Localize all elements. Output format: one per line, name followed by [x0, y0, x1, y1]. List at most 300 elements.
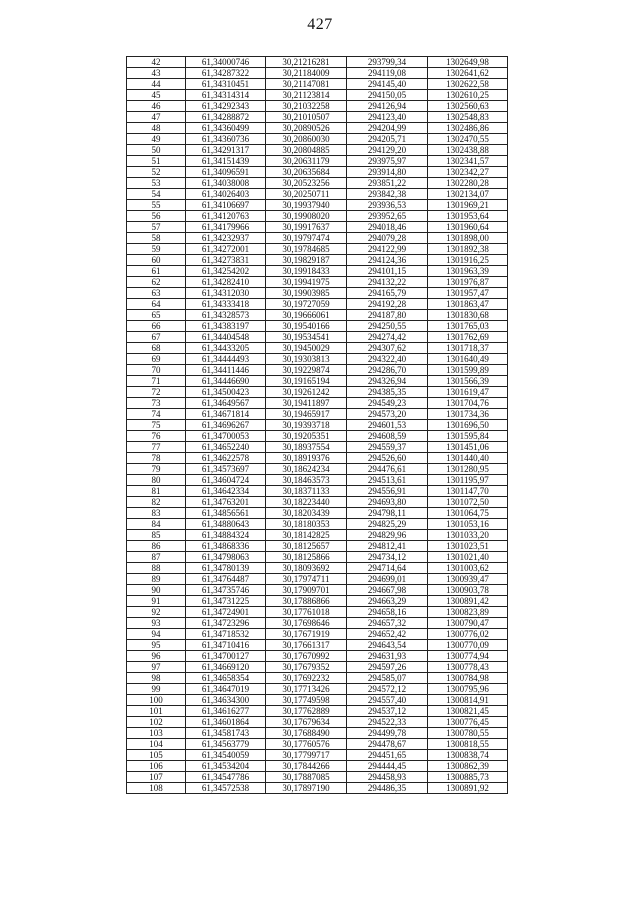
latitude-cell: 61,34710416	[186, 640, 266, 651]
x-coordinate-cell: 294250,55	[347, 321, 428, 332]
table-row	[127, 123, 508, 134]
latitude-cell: 61,34000746	[186, 57, 266, 68]
table-row	[127, 211, 508, 222]
latitude-cell: 61,34601864	[186, 717, 266, 728]
point-number-cell: 42	[127, 57, 186, 68]
y-coordinate-cell: 1301003,62	[428, 563, 508, 574]
longitude-cell: 30,18203439	[266, 508, 347, 519]
point-number-cell: 78	[127, 453, 186, 464]
point-number-cell: 81	[127, 486, 186, 497]
y-coordinate-cell: 1301718,37	[428, 343, 508, 354]
table-row	[127, 68, 508, 79]
x-coordinate-cell: 294204,99	[347, 123, 428, 134]
x-coordinate-cell: 294079,28	[347, 233, 428, 244]
x-coordinate-cell: 293851,22	[347, 178, 428, 189]
y-coordinate-cell: 1300784,98	[428, 673, 508, 684]
point-number-cell: 73	[127, 398, 186, 409]
x-coordinate-cell: 294444,45	[347, 761, 428, 772]
y-coordinate-cell: 1301147,70	[428, 486, 508, 497]
y-coordinate-cell: 1301898,00	[428, 233, 508, 244]
table-row	[127, 497, 508, 508]
longitude-cell: 30,17679634	[266, 717, 347, 728]
point-number-cell: 92	[127, 607, 186, 618]
latitude-cell: 61,34696267	[186, 420, 266, 431]
latitude-cell: 61,34314314	[186, 90, 266, 101]
y-coordinate-cell: 1302641,62	[428, 68, 508, 79]
x-coordinate-cell: 293914,80	[347, 167, 428, 178]
latitude-cell: 61,34572538	[186, 783, 266, 794]
longitude-cell: 30,17974711	[266, 574, 347, 585]
x-coordinate-cell: 294585,07	[347, 673, 428, 684]
point-number-cell: 86	[127, 541, 186, 552]
latitude-cell: 61,34288872	[186, 112, 266, 123]
x-coordinate-cell: 294126,94	[347, 101, 428, 112]
longitude-cell: 30,19941975	[266, 277, 347, 288]
point-number-cell: 63	[127, 288, 186, 299]
longitude-cell: 30,18223440	[266, 497, 347, 508]
table-row	[127, 464, 508, 475]
x-coordinate-cell: 293936,53	[347, 200, 428, 211]
x-coordinate-cell: 294122,99	[347, 244, 428, 255]
latitude-cell: 61,34291317	[186, 145, 266, 156]
x-coordinate-cell: 294478,67	[347, 739, 428, 750]
point-number-cell: 61	[127, 266, 186, 277]
point-number-cell: 66	[127, 321, 186, 332]
longitude-cell: 30,20860030	[266, 134, 347, 145]
longitude-cell: 30,17698646	[266, 618, 347, 629]
longitude-cell: 30,17713426	[266, 684, 347, 695]
longitude-cell: 30,17679352	[266, 662, 347, 673]
latitude-cell: 61,34120763	[186, 211, 266, 222]
y-coordinate-cell: 1300780,55	[428, 728, 508, 739]
y-coordinate-cell: 1302560,63	[428, 101, 508, 112]
table-row	[127, 453, 508, 464]
latitude-cell: 61,34404548	[186, 332, 266, 343]
y-coordinate-cell: 1301957,47	[428, 288, 508, 299]
longitude-cell: 30,19908020	[266, 211, 347, 222]
longitude-cell: 30,19261242	[266, 387, 347, 398]
point-number-cell: 67	[127, 332, 186, 343]
longitude-cell: 30,19829187	[266, 255, 347, 266]
y-coordinate-cell: 1301976,87	[428, 277, 508, 288]
table-row	[127, 442, 508, 453]
point-number-cell: 56	[127, 211, 186, 222]
latitude-cell: 61,34272001	[186, 244, 266, 255]
table-row	[127, 783, 508, 794]
latitude-cell: 61,34642334	[186, 486, 266, 497]
point-number-cell: 99	[127, 684, 186, 695]
y-coordinate-cell: 1300939,47	[428, 574, 508, 585]
table-row	[127, 541, 508, 552]
longitude-cell: 30,20523256	[266, 178, 347, 189]
table-row	[127, 233, 508, 244]
x-coordinate-cell: 294693,80	[347, 497, 428, 508]
y-coordinate-cell: 1300823,89	[428, 607, 508, 618]
latitude-cell: 61,34724901	[186, 607, 266, 618]
longitude-cell: 30,18125657	[266, 541, 347, 552]
table-row	[127, 112, 508, 123]
table-row	[127, 101, 508, 112]
latitude-cell: 61,34026403	[186, 189, 266, 200]
table-row	[127, 387, 508, 398]
point-number-cell: 70	[127, 365, 186, 376]
y-coordinate-cell: 1300818,55	[428, 739, 508, 750]
x-coordinate-cell: 294187,80	[347, 310, 428, 321]
latitude-cell: 61,34884324	[186, 530, 266, 541]
latitude-cell: 61,34652240	[186, 442, 266, 453]
x-coordinate-cell: 294385,35	[347, 387, 428, 398]
y-coordinate-cell: 1300778,43	[428, 662, 508, 673]
point-number-cell: 100	[127, 695, 186, 706]
table-row	[127, 178, 508, 189]
table-row	[127, 310, 508, 321]
x-coordinate-cell: 294557,40	[347, 695, 428, 706]
point-number-cell: 47	[127, 112, 186, 123]
longitude-cell: 30,17661317	[266, 640, 347, 651]
point-number-cell: 58	[127, 233, 186, 244]
x-coordinate-cell: 294145,40	[347, 79, 428, 90]
latitude-cell: 61,34179966	[186, 222, 266, 233]
latitude-cell: 61,34798063	[186, 552, 266, 563]
latitude-cell: 61,34604724	[186, 475, 266, 486]
table-row	[127, 156, 508, 167]
table-row	[127, 266, 508, 277]
longitude-cell: 30,21032258	[266, 101, 347, 112]
latitude-cell: 61,34540059	[186, 750, 266, 761]
x-coordinate-cell: 294476,61	[347, 464, 428, 475]
latitude-cell: 61,34312030	[186, 288, 266, 299]
longitude-cell: 30,17670992	[266, 651, 347, 662]
y-coordinate-cell: 1301765,03	[428, 321, 508, 332]
x-coordinate-cell: 294101,15	[347, 266, 428, 277]
x-coordinate-cell: 294608,59	[347, 431, 428, 442]
table-row	[127, 728, 508, 739]
longitude-cell: 30,18180353	[266, 519, 347, 530]
point-number-cell: 102	[127, 717, 186, 728]
latitude-cell: 61,34106697	[186, 200, 266, 211]
y-coordinate-cell: 1302486,86	[428, 123, 508, 134]
point-number-cell: 93	[127, 618, 186, 629]
point-number-cell: 74	[127, 409, 186, 420]
x-coordinate-cell: 293975,97	[347, 156, 428, 167]
y-coordinate-cell: 1300838,74	[428, 750, 508, 761]
longitude-cell: 30,18463573	[266, 475, 347, 486]
latitude-cell: 61,34649567	[186, 398, 266, 409]
y-coordinate-cell: 1301892,38	[428, 244, 508, 255]
point-number-cell: 72	[127, 387, 186, 398]
point-number-cell: 62	[127, 277, 186, 288]
x-coordinate-cell: 294513,61	[347, 475, 428, 486]
latitude-cell: 61,34500423	[186, 387, 266, 398]
point-number-cell: 88	[127, 563, 186, 574]
point-number-cell: 85	[127, 530, 186, 541]
point-number-cell: 60	[127, 255, 186, 266]
point-number-cell: 95	[127, 640, 186, 651]
longitude-cell: 30,18624234	[266, 464, 347, 475]
y-coordinate-cell: 1301619,47	[428, 387, 508, 398]
latitude-cell: 61,34411446	[186, 365, 266, 376]
latitude-cell: 61,34383197	[186, 321, 266, 332]
point-number-cell: 52	[127, 167, 186, 178]
y-coordinate-cell: 1301830,68	[428, 310, 508, 321]
longitude-cell: 30,17688490	[266, 728, 347, 739]
x-coordinate-cell: 294123,40	[347, 112, 428, 123]
y-coordinate-cell: 1301280,95	[428, 464, 508, 475]
y-coordinate-cell: 1301595,84	[428, 431, 508, 442]
y-coordinate-cell: 1300903,78	[428, 585, 508, 596]
latitude-cell: 61,34360499	[186, 123, 266, 134]
longitude-cell: 30,19917637	[266, 222, 347, 233]
x-coordinate-cell: 294150,05	[347, 90, 428, 101]
point-number-cell: 89	[127, 574, 186, 585]
point-number-cell: 108	[127, 783, 186, 794]
longitude-cell: 30,18919376	[266, 453, 347, 464]
x-coordinate-cell: 293799,34	[347, 57, 428, 68]
y-coordinate-cell: 1300770,09	[428, 640, 508, 651]
table-row	[127, 519, 508, 530]
longitude-cell: 30,17909701	[266, 585, 347, 596]
latitude-cell: 61,34700053	[186, 431, 266, 442]
longitude-cell: 30,21010507	[266, 112, 347, 123]
longitude-cell: 30,17761018	[266, 607, 347, 618]
table-row	[127, 607, 508, 618]
point-number-cell: 96	[127, 651, 186, 662]
point-number-cell: 45	[127, 90, 186, 101]
table-row	[127, 376, 508, 387]
x-coordinate-cell: 294526,60	[347, 453, 428, 464]
y-coordinate-cell: 1301734,36	[428, 409, 508, 420]
y-coordinate-cell: 1300776,45	[428, 717, 508, 728]
y-coordinate-cell: 1300790,47	[428, 618, 508, 629]
table-row	[127, 563, 508, 574]
table-row	[127, 398, 508, 409]
x-coordinate-cell: 294486,35	[347, 783, 428, 794]
table-row	[127, 717, 508, 728]
latitude-cell: 61,34254202	[186, 266, 266, 277]
y-coordinate-cell: 1301863,47	[428, 299, 508, 310]
longitude-cell: 30,20890526	[266, 123, 347, 134]
point-number-cell: 77	[127, 442, 186, 453]
point-number-cell: 103	[127, 728, 186, 739]
table-row	[127, 167, 508, 178]
longitude-cell: 30,17886866	[266, 596, 347, 607]
latitude-cell: 61,34547786	[186, 772, 266, 783]
x-coordinate-cell: 294129,20	[347, 145, 428, 156]
latitude-cell: 61,34232937	[186, 233, 266, 244]
y-coordinate-cell: 1301021,40	[428, 552, 508, 563]
point-number-cell: 80	[127, 475, 186, 486]
point-number-cell: 84	[127, 519, 186, 530]
point-number-cell: 90	[127, 585, 186, 596]
y-coordinate-cell: 1300814,91	[428, 695, 508, 706]
latitude-cell: 61,34096591	[186, 167, 266, 178]
y-coordinate-cell: 1301640,49	[428, 354, 508, 365]
longitude-cell: 30,17692232	[266, 673, 347, 684]
x-coordinate-cell: 294556,91	[347, 486, 428, 497]
longitude-cell: 30,19393718	[266, 420, 347, 431]
longitude-cell: 30,19918433	[266, 266, 347, 277]
latitude-cell: 61,34534204	[186, 761, 266, 772]
longitude-cell: 30,17760576	[266, 739, 347, 750]
table-row	[127, 332, 508, 343]
y-coordinate-cell: 1300795,96	[428, 684, 508, 695]
table-row	[127, 79, 508, 90]
longitude-cell: 30,19450029	[266, 343, 347, 354]
table-row	[127, 596, 508, 607]
point-number-cell: 46	[127, 101, 186, 112]
table-row	[127, 640, 508, 651]
coordinates-table-body	[127, 57, 508, 794]
table-row	[127, 739, 508, 750]
x-coordinate-cell: 294274,42	[347, 332, 428, 343]
point-number-cell: 71	[127, 376, 186, 387]
coordinates-table	[126, 56, 508, 794]
longitude-cell: 30,19937940	[266, 200, 347, 211]
x-coordinate-cell: 294643,54	[347, 640, 428, 651]
table-row	[127, 618, 508, 629]
y-coordinate-cell: 1300774,94	[428, 651, 508, 662]
table-row	[127, 57, 508, 68]
table-row	[127, 90, 508, 101]
table-row	[127, 189, 508, 200]
x-coordinate-cell: 294458,93	[347, 772, 428, 783]
table-row	[127, 750, 508, 761]
point-number-cell: 94	[127, 629, 186, 640]
table-row	[127, 486, 508, 497]
latitude-cell: 61,34700127	[186, 651, 266, 662]
x-coordinate-cell: 294132,22	[347, 277, 428, 288]
table-row	[127, 222, 508, 233]
x-coordinate-cell: 294699,01	[347, 574, 428, 585]
table-row	[127, 530, 508, 541]
point-number-cell: 75	[127, 420, 186, 431]
x-coordinate-cell: 294018,46	[347, 222, 428, 233]
longitude-cell: 30,19903985	[266, 288, 347, 299]
longitude-cell: 30,19229874	[266, 365, 347, 376]
y-coordinate-cell: 1302438,88	[428, 145, 508, 156]
latitude-cell: 61,34880643	[186, 519, 266, 530]
table-row	[127, 244, 508, 255]
latitude-cell: 61,34573697	[186, 464, 266, 475]
x-coordinate-cell: 294798,11	[347, 508, 428, 519]
longitude-cell: 30,19465917	[266, 409, 347, 420]
longitude-cell: 30,21123814	[266, 90, 347, 101]
x-coordinate-cell: 294667,98	[347, 585, 428, 596]
point-number-cell: 51	[127, 156, 186, 167]
table-row	[127, 552, 508, 563]
point-number-cell: 43	[127, 68, 186, 79]
x-coordinate-cell: 294657,32	[347, 618, 428, 629]
point-number-cell: 69	[127, 354, 186, 365]
point-number-cell: 106	[127, 761, 186, 772]
longitude-cell: 30,17799717	[266, 750, 347, 761]
x-coordinate-cell: 294537,12	[347, 706, 428, 717]
y-coordinate-cell: 1300885,73	[428, 772, 508, 783]
latitude-cell: 61,34292343	[186, 101, 266, 112]
x-coordinate-cell: 294631,93	[347, 651, 428, 662]
longitude-cell: 30,21184009	[266, 68, 347, 79]
table-row	[127, 365, 508, 376]
longitude-cell: 30,17887085	[266, 772, 347, 783]
x-coordinate-cell: 294663,29	[347, 596, 428, 607]
table-row	[127, 354, 508, 365]
y-coordinate-cell: 1302341,57	[428, 156, 508, 167]
latitude-cell: 61,34616277	[186, 706, 266, 717]
x-coordinate-cell: 294322,40	[347, 354, 428, 365]
table-row	[127, 409, 508, 420]
point-number-cell: 82	[127, 497, 186, 508]
x-coordinate-cell: 294192,28	[347, 299, 428, 310]
longitude-cell: 30,18371133	[266, 486, 347, 497]
point-number-cell: 59	[127, 244, 186, 255]
longitude-cell: 30,19205351	[266, 431, 347, 442]
x-coordinate-cell: 294601,53	[347, 420, 428, 431]
x-coordinate-cell: 294124,36	[347, 255, 428, 266]
longitude-cell: 30,18937554	[266, 442, 347, 453]
point-number-cell: 49	[127, 134, 186, 145]
latitude-cell: 61,34581743	[186, 728, 266, 739]
latitude-cell: 61,34273831	[186, 255, 266, 266]
y-coordinate-cell: 1300862,39	[428, 761, 508, 772]
point-number-cell: 50	[127, 145, 186, 156]
point-number-cell: 104	[127, 739, 186, 750]
table-row	[127, 475, 508, 486]
table-row	[127, 629, 508, 640]
x-coordinate-cell: 294522,33	[347, 717, 428, 728]
y-coordinate-cell: 1301599,89	[428, 365, 508, 376]
x-coordinate-cell: 294573,20	[347, 409, 428, 420]
point-number-cell: 97	[127, 662, 186, 673]
point-number-cell: 65	[127, 310, 186, 321]
y-coordinate-cell: 1301953,64	[428, 211, 508, 222]
latitude-cell: 61,34310451	[186, 79, 266, 90]
latitude-cell: 61,34868336	[186, 541, 266, 552]
longitude-cell: 30,19303813	[266, 354, 347, 365]
longitude-cell: 30,17844266	[266, 761, 347, 772]
y-coordinate-cell: 1301566,39	[428, 376, 508, 387]
table-row	[127, 673, 508, 684]
y-coordinate-cell: 1301916,25	[428, 255, 508, 266]
point-number-cell: 55	[127, 200, 186, 211]
latitude-cell: 61,34780139	[186, 563, 266, 574]
y-coordinate-cell: 1302548,83	[428, 112, 508, 123]
longitude-cell: 30,20804885	[266, 145, 347, 156]
x-coordinate-cell: 294205,71	[347, 134, 428, 145]
latitude-cell: 61,34622578	[186, 453, 266, 464]
x-coordinate-cell: 294812,41	[347, 541, 428, 552]
x-coordinate-cell: 294572,12	[347, 684, 428, 695]
x-coordinate-cell: 294451,65	[347, 750, 428, 761]
y-coordinate-cell: 1302610,25	[428, 90, 508, 101]
longitude-cell: 30,19165194	[266, 376, 347, 387]
longitude-cell: 30,20635684	[266, 167, 347, 178]
latitude-cell: 61,34647019	[186, 684, 266, 695]
x-coordinate-cell: 294307,62	[347, 343, 428, 354]
longitude-cell: 30,17671919	[266, 629, 347, 640]
latitude-cell: 61,34718532	[186, 629, 266, 640]
latitude-cell: 61,34360736	[186, 134, 266, 145]
x-coordinate-cell: 294286,70	[347, 365, 428, 376]
y-coordinate-cell: 1301033,20	[428, 530, 508, 541]
longitude-cell: 30,17897190	[266, 783, 347, 794]
y-coordinate-cell: 1301195,97	[428, 475, 508, 486]
y-coordinate-cell: 1302134,07	[428, 189, 508, 200]
latitude-cell: 61,34151439	[186, 156, 266, 167]
point-number-cell: 98	[127, 673, 186, 684]
x-coordinate-cell: 294326,94	[347, 376, 428, 387]
table-row	[127, 288, 508, 299]
y-coordinate-cell: 1300776,02	[428, 629, 508, 640]
